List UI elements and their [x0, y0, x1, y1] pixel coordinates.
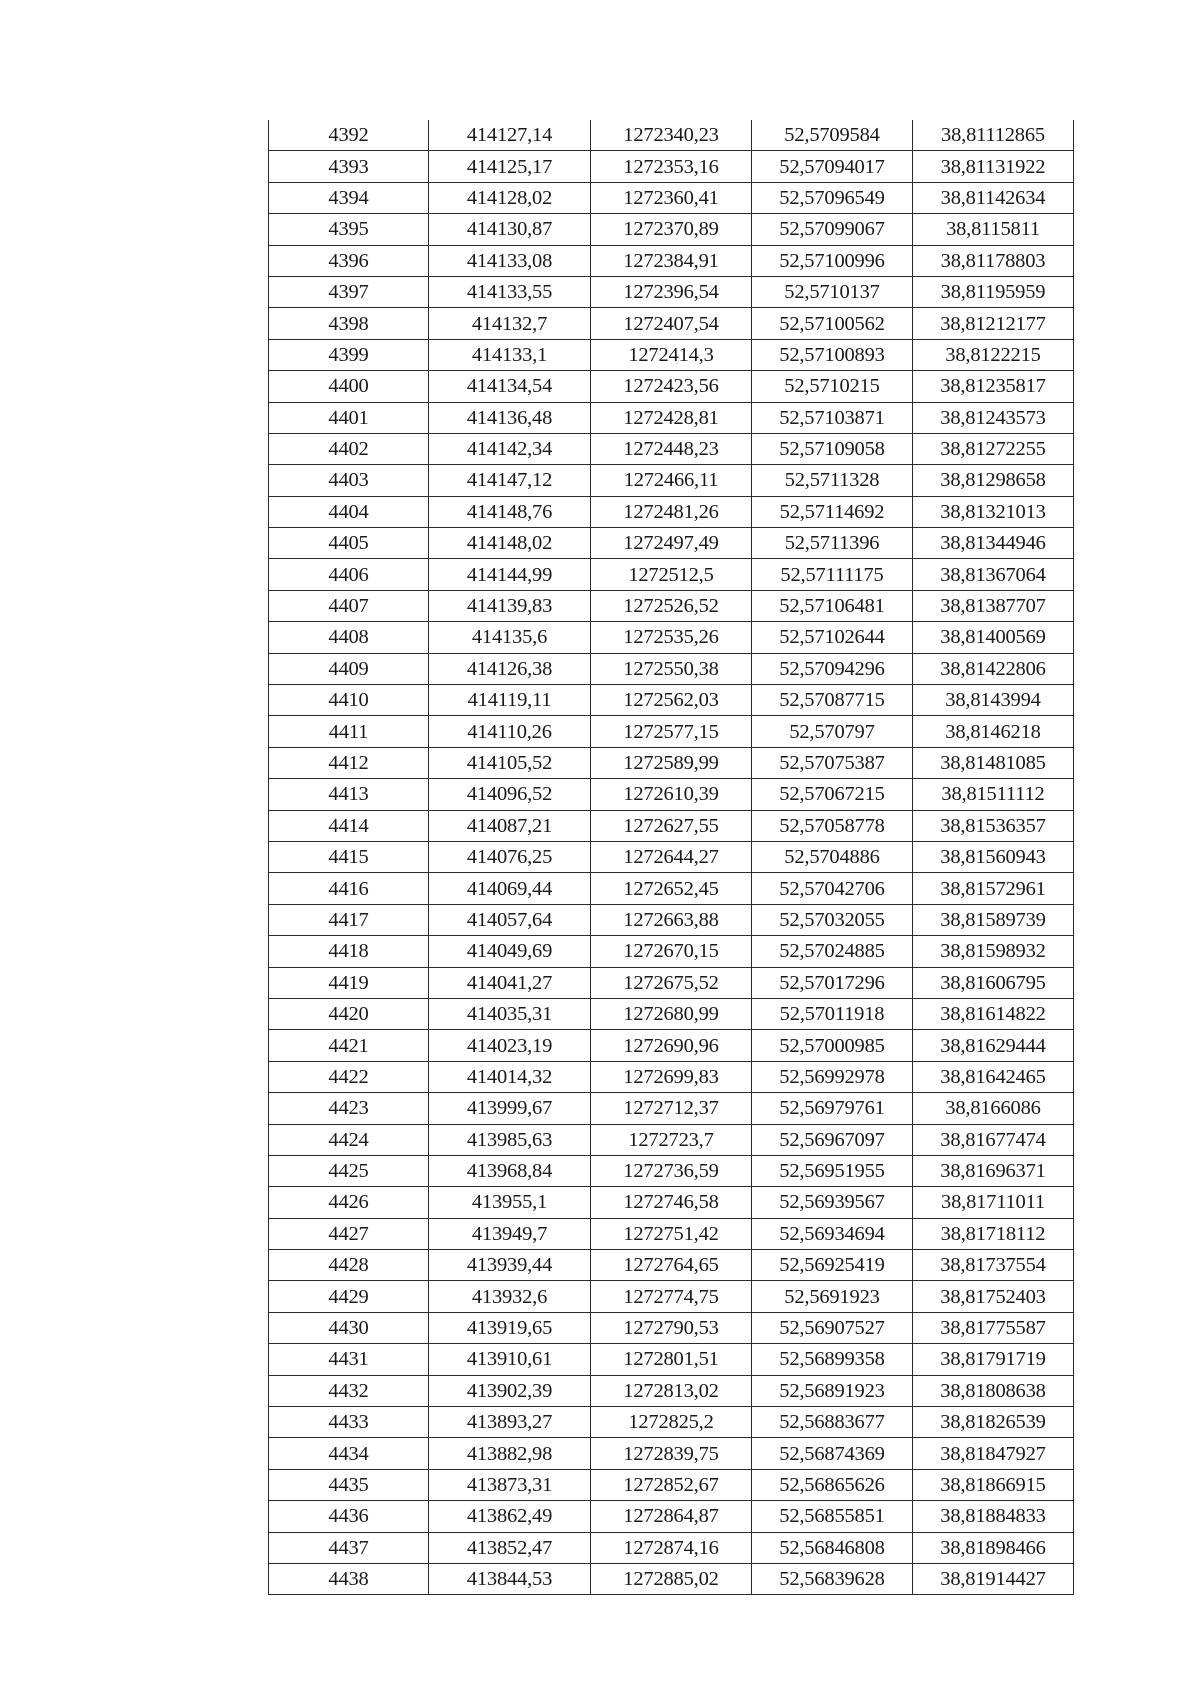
latitude-cell: 52,56925419 [752, 1250, 913, 1281]
x-coordinate-cell: 413955,1 [429, 1187, 591, 1218]
x-coordinate-cell: 413939,44 [429, 1250, 591, 1281]
latitude-cell: 52,57011918 [752, 998, 913, 1029]
longitude-cell: 38,81560943 [913, 841, 1074, 872]
x-coordinate-cell: 414147,12 [429, 465, 591, 496]
longitude-cell: 38,81321013 [913, 496, 1074, 527]
y-coordinate-cell: 1272746,58 [591, 1187, 752, 1218]
longitude-cell: 38,81235817 [913, 371, 1074, 402]
table-row [269, 433, 1074, 464]
y-coordinate-cell: 1272644,27 [591, 841, 752, 872]
table-row [269, 120, 1074, 151]
x-coordinate-cell: 414110,26 [429, 716, 591, 747]
longitude-cell: 38,81898466 [913, 1532, 1074, 1563]
y-coordinate-cell: 1272384,91 [591, 245, 752, 276]
y-coordinate-cell: 1272407,54 [591, 308, 752, 339]
table-row [269, 904, 1074, 935]
longitude-cell: 38,81387707 [913, 590, 1074, 621]
x-coordinate-cell: 414133,08 [429, 245, 591, 276]
point-number-cell: 4437 [269, 1532, 429, 1563]
x-coordinate-cell: 414142,34 [429, 433, 591, 464]
table-row [269, 1501, 1074, 1532]
y-coordinate-cell: 1272764,65 [591, 1250, 752, 1281]
point-number-cell: 4422 [269, 1061, 429, 1092]
point-number-cell: 4394 [269, 182, 429, 213]
table-row [269, 590, 1074, 621]
latitude-cell: 52,57058778 [752, 810, 913, 841]
latitude-cell: 52,57103871 [752, 402, 913, 433]
latitude-cell: 52,5711396 [752, 528, 913, 559]
latitude-cell: 52,57017296 [752, 967, 913, 998]
y-coordinate-cell: 1272340,23 [591, 120, 752, 151]
y-coordinate-cell: 1272790,53 [591, 1312, 752, 1343]
latitude-cell: 52,57102644 [752, 622, 913, 653]
table-row [269, 1093, 1074, 1124]
point-number-cell: 4409 [269, 653, 429, 684]
point-number-cell: 4400 [269, 371, 429, 402]
y-coordinate-cell: 1272670,15 [591, 936, 752, 967]
point-number-cell: 4438 [269, 1563, 429, 1594]
longitude-cell: 38,81847927 [913, 1438, 1074, 1469]
point-number-cell: 4428 [269, 1250, 429, 1281]
point-number-cell: 4392 [269, 120, 429, 151]
point-number-cell: 4426 [269, 1187, 429, 1218]
latitude-cell: 52,57075387 [752, 747, 913, 778]
table-row [269, 1250, 1074, 1281]
latitude-cell: 52,56883677 [752, 1407, 913, 1438]
latitude-cell: 52,570797 [752, 716, 913, 747]
x-coordinate-cell: 414049,69 [429, 936, 591, 967]
table-row [269, 308, 1074, 339]
longitude-cell: 38,81598932 [913, 936, 1074, 967]
x-coordinate-cell: 413893,27 [429, 1407, 591, 1438]
point-number-cell: 4407 [269, 590, 429, 621]
point-number-cell: 4432 [269, 1375, 429, 1406]
x-coordinate-cell: 413910,61 [429, 1344, 591, 1375]
longitude-cell: 38,8143994 [913, 685, 1074, 716]
latitude-cell: 52,56846808 [752, 1532, 913, 1563]
table-row [269, 1187, 1074, 1218]
y-coordinate-cell: 1272526,52 [591, 590, 752, 621]
y-coordinate-cell: 1272535,26 [591, 622, 752, 653]
y-coordinate-cell: 1272466,11 [591, 465, 752, 496]
point-number-cell: 4416 [269, 873, 429, 904]
table-row [269, 1061, 1074, 1092]
latitude-cell: 52,5711328 [752, 465, 913, 496]
table-row [269, 967, 1074, 998]
latitude-cell: 52,57100996 [752, 245, 913, 276]
x-coordinate-cell: 414096,52 [429, 779, 591, 810]
table-row [269, 465, 1074, 496]
longitude-cell: 38,81677474 [913, 1124, 1074, 1155]
table-row [269, 685, 1074, 716]
x-coordinate-cell: 414069,44 [429, 873, 591, 904]
point-number-cell: 4411 [269, 716, 429, 747]
table-row [269, 716, 1074, 747]
table-row [269, 1124, 1074, 1155]
table-row [269, 182, 1074, 213]
longitude-cell: 38,81808638 [913, 1375, 1074, 1406]
y-coordinate-cell: 1272481,26 [591, 496, 752, 527]
latitude-cell: 52,5691923 [752, 1281, 913, 1312]
table-row [269, 1469, 1074, 1500]
y-coordinate-cell: 1272825,2 [591, 1407, 752, 1438]
y-coordinate-cell: 1272396,54 [591, 276, 752, 307]
longitude-cell: 38,81826539 [913, 1407, 1074, 1438]
x-coordinate-cell: 414126,38 [429, 653, 591, 684]
y-coordinate-cell: 1272680,99 [591, 998, 752, 1029]
table-row [269, 1312, 1074, 1343]
longitude-cell: 38,81131922 [913, 151, 1074, 182]
y-coordinate-cell: 1272360,41 [591, 182, 752, 213]
latitude-cell: 52,57096549 [752, 182, 913, 213]
table-row [269, 622, 1074, 653]
latitude-cell: 52,56839628 [752, 1563, 913, 1594]
longitude-cell: 38,81178803 [913, 245, 1074, 276]
point-number-cell: 4429 [269, 1281, 429, 1312]
x-coordinate-cell: 413968,84 [429, 1155, 591, 1186]
table-row [269, 214, 1074, 245]
y-coordinate-cell: 1272370,89 [591, 214, 752, 245]
longitude-cell: 38,81481085 [913, 747, 1074, 778]
longitude-cell: 38,81344946 [913, 528, 1074, 559]
point-number-cell: 4413 [269, 779, 429, 810]
y-coordinate-cell: 1272448,23 [591, 433, 752, 464]
table-row [269, 1563, 1074, 1594]
latitude-cell: 52,56939567 [752, 1187, 913, 1218]
latitude-cell: 52,56934694 [752, 1218, 913, 1249]
point-number-cell: 4398 [269, 308, 429, 339]
latitude-cell: 52,57094296 [752, 653, 913, 684]
longitude-cell: 38,8115811 [913, 214, 1074, 245]
longitude-cell: 38,81112865 [913, 120, 1074, 151]
x-coordinate-cell: 414148,76 [429, 496, 591, 527]
x-coordinate-cell: 414128,02 [429, 182, 591, 213]
y-coordinate-cell: 1272589,99 [591, 747, 752, 778]
y-coordinate-cell: 1272562,03 [591, 685, 752, 716]
longitude-cell: 38,81400569 [913, 622, 1074, 653]
y-coordinate-cell: 1272852,67 [591, 1469, 752, 1500]
latitude-cell: 52,56907527 [752, 1312, 913, 1343]
table-row [269, 276, 1074, 307]
y-coordinate-cell: 1272736,59 [591, 1155, 752, 1186]
coordinates-table [268, 120, 1074, 1595]
point-number-cell: 4431 [269, 1344, 429, 1375]
x-coordinate-cell: 414035,31 [429, 998, 591, 1029]
x-coordinate-cell: 413862,49 [429, 1501, 591, 1532]
table-row [269, 559, 1074, 590]
point-number-cell: 4421 [269, 1030, 429, 1061]
latitude-cell: 52,56874369 [752, 1438, 913, 1469]
latitude-cell: 52,56979761 [752, 1093, 913, 1124]
x-coordinate-cell: 414119,11 [429, 685, 591, 716]
y-coordinate-cell: 1272428,81 [591, 402, 752, 433]
point-number-cell: 4430 [269, 1312, 429, 1343]
latitude-cell: 52,56855851 [752, 1501, 913, 1532]
longitude-cell: 38,8122215 [913, 339, 1074, 370]
x-coordinate-cell: 414135,6 [429, 622, 591, 653]
y-coordinate-cell: 1272699,83 [591, 1061, 752, 1092]
latitude-cell: 52,57100893 [752, 339, 913, 370]
x-coordinate-cell: 414014,32 [429, 1061, 591, 1092]
point-number-cell: 4433 [269, 1407, 429, 1438]
y-coordinate-cell: 1272652,45 [591, 873, 752, 904]
table-row [269, 339, 1074, 370]
latitude-cell: 52,57114692 [752, 496, 913, 527]
table-row [269, 779, 1074, 810]
x-coordinate-cell: 414130,87 [429, 214, 591, 245]
point-number-cell: 4420 [269, 998, 429, 1029]
x-coordinate-cell: 413919,65 [429, 1312, 591, 1343]
latitude-cell: 52,57106481 [752, 590, 913, 621]
y-coordinate-cell: 1272512,5 [591, 559, 752, 590]
point-number-cell: 4419 [269, 967, 429, 998]
table-row [269, 1438, 1074, 1469]
longitude-cell: 38,81866915 [913, 1469, 1074, 1500]
latitude-cell: 52,5710137 [752, 276, 913, 307]
x-coordinate-cell: 414076,25 [429, 841, 591, 872]
y-coordinate-cell: 1272663,88 [591, 904, 752, 935]
longitude-cell: 38,81914427 [913, 1563, 1074, 1594]
point-number-cell: 4404 [269, 496, 429, 527]
latitude-cell: 52,57000985 [752, 1030, 913, 1061]
y-coordinate-cell: 1272550,38 [591, 653, 752, 684]
x-coordinate-cell: 414134,54 [429, 371, 591, 402]
longitude-cell: 38,8166086 [913, 1093, 1074, 1124]
point-number-cell: 4405 [269, 528, 429, 559]
longitude-cell: 38,81884833 [913, 1501, 1074, 1532]
latitude-cell: 52,56951955 [752, 1155, 913, 1186]
table-row [269, 371, 1074, 402]
table-row [269, 998, 1074, 1029]
latitude-cell: 52,5710215 [752, 371, 913, 402]
coordinates-table-body [269, 120, 1074, 1595]
longitude-cell: 38,81536357 [913, 810, 1074, 841]
longitude-cell: 38,81422806 [913, 653, 1074, 684]
table-row [269, 1375, 1074, 1406]
x-coordinate-cell: 413985,63 [429, 1124, 591, 1155]
point-number-cell: 4402 [269, 433, 429, 464]
x-coordinate-cell: 414125,17 [429, 151, 591, 182]
x-coordinate-cell: 413852,47 [429, 1532, 591, 1563]
latitude-cell: 52,57099067 [752, 214, 913, 245]
point-number-cell: 4434 [269, 1438, 429, 1469]
x-coordinate-cell: 414136,48 [429, 402, 591, 433]
x-coordinate-cell: 414057,64 [429, 904, 591, 935]
point-number-cell: 4417 [269, 904, 429, 935]
longitude-cell: 38,81718112 [913, 1218, 1074, 1249]
point-number-cell: 4396 [269, 245, 429, 276]
y-coordinate-cell: 1272414,3 [591, 339, 752, 370]
x-coordinate-cell: 414144,99 [429, 559, 591, 590]
latitude-cell: 52,57067215 [752, 779, 913, 810]
y-coordinate-cell: 1272577,15 [591, 716, 752, 747]
point-number-cell: 4436 [269, 1501, 429, 1532]
point-number-cell: 4395 [269, 214, 429, 245]
table-row [269, 653, 1074, 684]
longitude-cell: 38,81243573 [913, 402, 1074, 433]
x-coordinate-cell: 414087,21 [429, 810, 591, 841]
longitude-cell: 38,81606795 [913, 967, 1074, 998]
x-coordinate-cell: 413873,31 [429, 1469, 591, 1500]
table-row [269, 528, 1074, 559]
longitude-cell: 38,81642465 [913, 1061, 1074, 1092]
point-number-cell: 4412 [269, 747, 429, 778]
longitude-cell: 38,81142634 [913, 182, 1074, 213]
x-coordinate-cell: 414133,1 [429, 339, 591, 370]
longitude-cell: 38,81629444 [913, 1030, 1074, 1061]
x-coordinate-cell: 414105,52 [429, 747, 591, 778]
point-number-cell: 4403 [269, 465, 429, 496]
longitude-cell: 38,81589739 [913, 904, 1074, 935]
x-coordinate-cell: 413999,67 [429, 1093, 591, 1124]
latitude-cell: 52,56865626 [752, 1469, 913, 1500]
x-coordinate-cell: 413949,7 [429, 1218, 591, 1249]
latitude-cell: 52,5704886 [752, 841, 913, 872]
point-number-cell: 4423 [269, 1093, 429, 1124]
y-coordinate-cell: 1272774,75 [591, 1281, 752, 1312]
point-number-cell: 4424 [269, 1124, 429, 1155]
x-coordinate-cell: 414148,02 [429, 528, 591, 559]
latitude-cell: 52,56992978 [752, 1061, 913, 1092]
x-coordinate-cell: 414139,83 [429, 590, 591, 621]
longitude-cell: 38,81511112 [913, 779, 1074, 810]
table-row [269, 810, 1074, 841]
point-number-cell: 4415 [269, 841, 429, 872]
y-coordinate-cell: 1272874,16 [591, 1532, 752, 1563]
y-coordinate-cell: 1272723,7 [591, 1124, 752, 1155]
point-number-cell: 4414 [269, 810, 429, 841]
longitude-cell: 38,81752403 [913, 1281, 1074, 1312]
longitude-cell: 38,81775587 [913, 1312, 1074, 1343]
longitude-cell: 38,81212177 [913, 308, 1074, 339]
table-row [269, 1155, 1074, 1186]
latitude-cell: 52,57111175 [752, 559, 913, 590]
latitude-cell: 52,56891923 [752, 1375, 913, 1406]
longitude-cell: 38,81367064 [913, 559, 1074, 590]
table-row [269, 496, 1074, 527]
y-coordinate-cell: 1272839,75 [591, 1438, 752, 1469]
latitude-cell: 52,57032055 [752, 904, 913, 935]
latitude-cell: 52,57042706 [752, 873, 913, 904]
y-coordinate-cell: 1272712,37 [591, 1093, 752, 1124]
point-number-cell: 4435 [269, 1469, 429, 1500]
table-row [269, 873, 1074, 904]
y-coordinate-cell: 1272353,16 [591, 151, 752, 182]
y-coordinate-cell: 1272423,56 [591, 371, 752, 402]
latitude-cell: 52,56899358 [752, 1344, 913, 1375]
point-number-cell: 4406 [269, 559, 429, 590]
y-coordinate-cell: 1272751,42 [591, 1218, 752, 1249]
table-row [269, 936, 1074, 967]
table-row [269, 1218, 1074, 1249]
latitude-cell: 52,5709584 [752, 120, 913, 151]
y-coordinate-cell: 1272801,51 [591, 1344, 752, 1375]
table-row [269, 151, 1074, 182]
longitude-cell: 38,81711011 [913, 1187, 1074, 1218]
point-number-cell: 4408 [269, 622, 429, 653]
x-coordinate-cell: 413902,39 [429, 1375, 591, 1406]
table-row [269, 245, 1074, 276]
x-coordinate-cell: 413932,6 [429, 1281, 591, 1312]
x-coordinate-cell: 414133,55 [429, 276, 591, 307]
longitude-cell: 38,81696371 [913, 1155, 1074, 1186]
x-coordinate-cell: 414127,14 [429, 120, 591, 151]
point-number-cell: 4418 [269, 936, 429, 967]
x-coordinate-cell: 414132,7 [429, 308, 591, 339]
table-row [269, 747, 1074, 778]
point-number-cell: 4401 [269, 402, 429, 433]
y-coordinate-cell: 1272885,02 [591, 1563, 752, 1594]
x-coordinate-cell: 414023,19 [429, 1030, 591, 1061]
longitude-cell: 38,81737554 [913, 1250, 1074, 1281]
y-coordinate-cell: 1272690,96 [591, 1030, 752, 1061]
longitude-cell: 38,81572961 [913, 873, 1074, 904]
point-number-cell: 4427 [269, 1218, 429, 1249]
latitude-cell: 52,57109058 [752, 433, 913, 464]
table-row [269, 1281, 1074, 1312]
point-number-cell: 4399 [269, 339, 429, 370]
y-coordinate-cell: 1272864,87 [591, 1501, 752, 1532]
latitude-cell: 52,57087715 [752, 685, 913, 716]
table-row [269, 1344, 1074, 1375]
point-number-cell: 4410 [269, 685, 429, 716]
table-row [269, 841, 1074, 872]
y-coordinate-cell: 1272497,49 [591, 528, 752, 559]
y-coordinate-cell: 1272675,52 [591, 967, 752, 998]
latitude-cell: 52,57024885 [752, 936, 913, 967]
table-row [269, 1532, 1074, 1563]
longitude-cell: 38,81298658 [913, 465, 1074, 496]
latitude-cell: 52,57100562 [752, 308, 913, 339]
y-coordinate-cell: 1272813,02 [591, 1375, 752, 1406]
longitude-cell: 38,81272255 [913, 433, 1074, 464]
point-number-cell: 4397 [269, 276, 429, 307]
table-row [269, 1030, 1074, 1061]
longitude-cell: 38,81195959 [913, 276, 1074, 307]
y-coordinate-cell: 1272627,55 [591, 810, 752, 841]
latitude-cell: 52,57094017 [752, 151, 913, 182]
point-number-cell: 4393 [269, 151, 429, 182]
table-row [269, 1407, 1074, 1438]
longitude-cell: 38,8146218 [913, 716, 1074, 747]
y-coordinate-cell: 1272610,39 [591, 779, 752, 810]
latitude-cell: 52,56967097 [752, 1124, 913, 1155]
longitude-cell: 38,81614822 [913, 998, 1074, 1029]
x-coordinate-cell: 413882,98 [429, 1438, 591, 1469]
point-number-cell: 4425 [269, 1155, 429, 1186]
longitude-cell: 38,81791719 [913, 1344, 1074, 1375]
x-coordinate-cell: 413844,53 [429, 1563, 591, 1594]
x-coordinate-cell: 414041,27 [429, 967, 591, 998]
table-row [269, 402, 1074, 433]
